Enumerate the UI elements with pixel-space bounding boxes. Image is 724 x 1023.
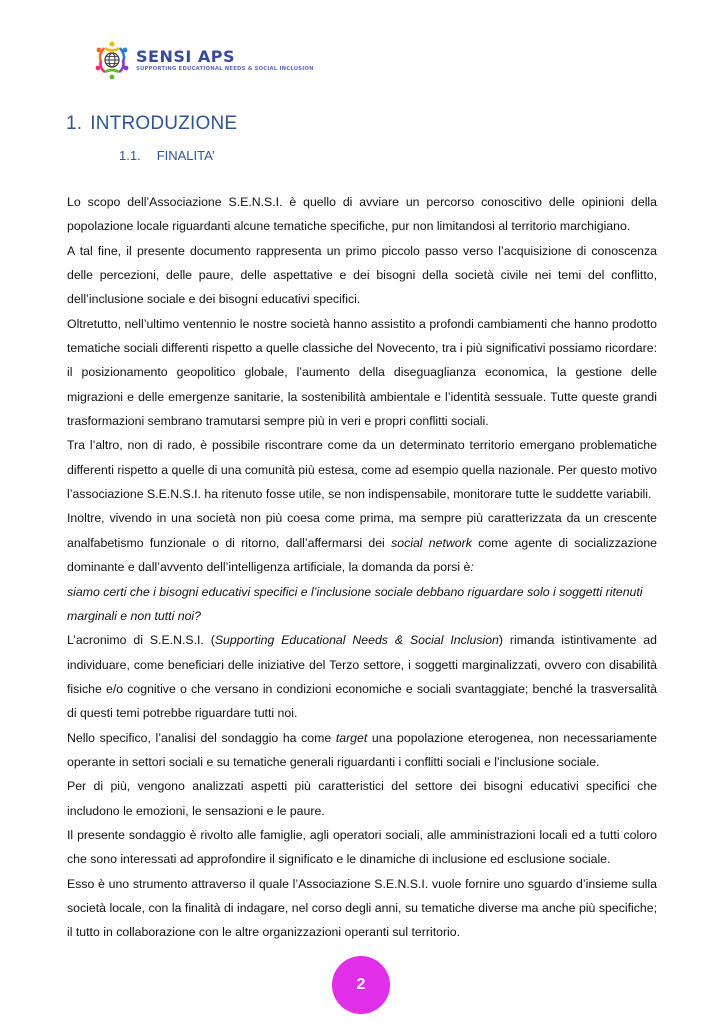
paragraph: Tra l’altro, non di rado, è possibile riscontrare come da un determinato territorio emergano problematiche differenti rispetto a quelle di una comunità più estesa, come ad esempio quella nazionale. Per questo motivo l’associazione S.E.N.S.I. ha ritenuto fosse utile, se non indispensabile, monitorare tutte le suddette variabili. xyxy=(67,438,657,502)
text-run: come agente di socializzazione dominante e dall’avvento dell’intelligenza artificiale, la domanda da porsi è xyxy=(67,535,657,575)
logo-subtitle: SUPPORTING EDUCATIONAL NEEDS & SOCIAL INCLUSION xyxy=(136,65,314,72)
paragraph: Il presente sondaggio è rivolto alle famiglie, agli operatori sociali, alle amministrazioni locali ed a tutti coloro che sono interessati ad approfondire il significato e le dinamiche di inclusione ed esclusione sociale. xyxy=(67,827,657,867)
emphasis-text: social network xyxy=(391,535,472,550)
text-run: Nello specifico, l’analisi del sondaggio ha come xyxy=(67,730,336,745)
question-text: siamo certi che i bisogni educativi specifici e l’inclusione sociale debbano riguardare solo i soggetti ritenuti marginali e non tutti noi? xyxy=(67,584,643,623)
emphasis-text: : xyxy=(470,560,474,575)
section-title: INTRODUZIONE xyxy=(90,113,238,134)
paragraph xyxy=(67,628,657,725)
page-number-badge xyxy=(332,956,390,1014)
text-run: L’acronimo di S.E.N.S.I. ( xyxy=(67,633,215,648)
text-run: ) rimanda istintivamente ad individuare, come beneficiari delle iniziative del Terzo settore, i soggetti marginalizzati, ovvero con disabilità fisiche e/o cognitive o che versano in condizioni economiche e sociali svantaggiate; benché la trasversalità di questi temi potrebbe riguardare tutti noi. xyxy=(67,633,657,721)
paragraph xyxy=(67,726,657,775)
subsection-number: 1.1. xyxy=(119,148,141,163)
body-text xyxy=(67,190,657,945)
paragraph: Oltretutto, nell’ultimo ventennio le nostre società hanno assistito a profondi cambiamenti che hanno prodotto tematiche sociali differenti rispetto a quelle classiche del Novecento, tra i più significativi possiamo ricordare: il posizionamento geopolitico globale, l’aumento della diseguaglianza economica, la gestione delle migrazioni e delle emergenze sanitarie, la sostenibilità ambientale e l’identità sessuale. Tutte queste grandi trasformazioni sembrano tramutarsi sempre più in veri e propri conflitti sociali. xyxy=(67,316,657,429)
subsection-heading xyxy=(119,148,215,163)
subsection-title: FINALITA’ xyxy=(156,148,215,163)
paragraph xyxy=(67,506,657,579)
question-paragraph xyxy=(67,580,657,629)
section-heading xyxy=(66,113,237,135)
paragraph: Lo scopo dell’Associazione S.E.N.S.I. è quello di avviare un percorso conoscitivo delle opinioni della popolazione locale riguardanti alcune tematiche specifiche, pur non limitandosi al territorio marchigiano. xyxy=(67,195,657,234)
page-number: 2 xyxy=(356,976,366,993)
section-number: 1. xyxy=(66,113,83,134)
paragraph: Esso è uno strumento attraverso il quale l’Associazione S.E.N.S.I. vuole fornire uno sguardo d’insieme sulla società locale, con la finalità di indagare, nel corso degli anni, su tematiche diverse ma anche più specifiche; il tutto in collaborazione con le altre organizzazioni operanti sul territorio. xyxy=(67,876,657,940)
paragraph: Per di più, vengono analizzati aspetti più caratteristici del settore dei bisogni educativi specifici che includono le emozioni, le sensazioni e le paure. xyxy=(67,779,657,818)
paragraph: A tal fine, il presente documento rappresenta un primo piccolo passo verso l’acquisizione di conoscenza delle percezioni, delle paure, delle aspettative e dei bisogni della società civile nei temi del conflitto, dell’inclusione sociale e dei bisogni educativi specifici. xyxy=(67,243,657,307)
globe-people-icon xyxy=(92,40,132,80)
logo xyxy=(92,40,314,80)
text-run: una popolazione eterogenea, non necessariamente operante in settori sociali e su tematiche generali riguardanti i conflitti sociali e l’inclusione sociale. xyxy=(67,730,657,769)
logo-title: SENSI APS xyxy=(136,46,236,66)
emphasis-text: Supporting Educational Needs & Social Inclusion xyxy=(214,633,499,648)
emphasis-text: target xyxy=(335,730,368,745)
text-run: Inoltre, vivendo in una società non più coesa come prima, ma sempre più caratterizzata da un crescente analfabetismo funzionale o di ritorno, dall’affermarsi dei xyxy=(67,511,657,550)
